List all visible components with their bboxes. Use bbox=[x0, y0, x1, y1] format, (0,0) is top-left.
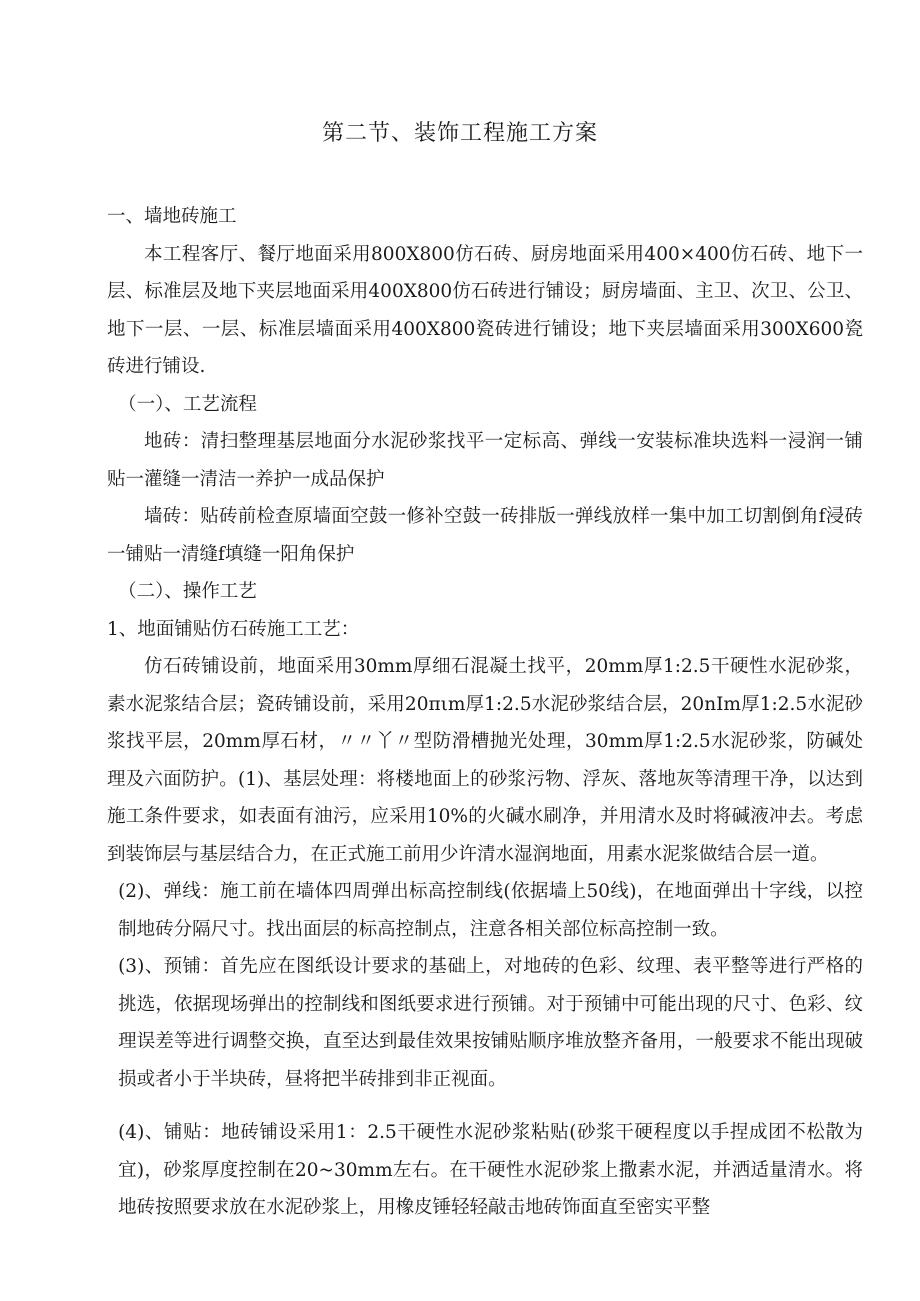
document-body bbox=[107, 198, 863, 1227]
body-paragraph: (2)、弹线：施工前在墙体四周弹出标高控制线(依据墙上50线)，在地面弹出十字线，以控制地砖分隔尺寸。找出面层的标高控制点，注意各相关部位标高控制一致。 bbox=[118, 881, 863, 940]
page-title: 第二节、装饰工程施工方案 bbox=[321, 121, 598, 146]
body-paragraph: (3)、预铺：首先应在图纸设计要求的基础上，对地砖的色彩、纹理、表平整等进行严格的挑选，依据现场弹出的控制线和图纸要求进行预铺。对于预铺中可能出现的尺寸、色彩、纹理误差等进行调整交换，直至达到最佳效果按铺贴顺序堆放整齐备用，一般要求不能出现破损或者小于半块砖，昼将把半砖排到非正视面。 bbox=[118, 956, 863, 1090]
subsection-heading: （二）、操作工艺 bbox=[118, 581, 257, 602]
item-heading: 1、地面铺贴仿石砖施工工艺： bbox=[107, 618, 360, 640]
body-paragraph: 墙砖：贴砖前检查原墙面空鼓一修补空鼓一砖排版一弹线放样一集中加工切割倒角f浸砖一铺贴一清缝f填缝一阳角保护 bbox=[107, 506, 863, 565]
body-paragraph: (4)、铺贴：地砖铺设采用1：2.5干硬性水泥砂浆粘贴(砂浆干硬程度以手捏成团不松散为宜)，砂浆厚度控制在20~30mm左右。在干硬性水泥砂浆上撒素水泥，并洒适量清水。将地砖按照要求放在水泥砂浆上，用橡皮锤轻轻敲击地砖饰面直至密实平整 bbox=[118, 1122, 863, 1218]
section-heading: 一、墙地砖施工 bbox=[107, 206, 237, 227]
body-paragraph: 仿石砖铺设前，地面采用30mm厚细石混凝土找平，20mm厚1:2.5干硬性水泥砂浆，素水泥浆结合层；瓷砖铺设前，采用20πιm厚1:2.5水泥砂浆结合层，20nIm厚1:2.5水泥砂浆找平层，20mm厚石材，〃〃丫〃型防滑槽抛光处理，30mm厚1:2.5水泥砂浆，防碱处理及六面防护。(1)、基层处理：将楼地面上的砂浆污物、浮灰、落地灰等清理干净，以达到施工条件要求，如表面有油污，应采用10%的火碱水刷净，并用清水及时将碱液冲去。考虑到装饰层与基层结合力，在正式施工前用少许清水湿润地面，用素水泥浆做结合层一道。 bbox=[107, 656, 863, 865]
body-paragraph: 本工程客厅、餐厅地面采用800X800仿石砖、厨房地面采用400×400仿石砖、地下一层、标准层及地下夹层地面采用400X800仿石砖进行铺设；厨房墙面、主卫、次卫、公卫、地下一层、一层、标准层墙面采用400X800瓷砖进行铺设；地下夹层墙面采用300X600瓷砖进行铺设. bbox=[107, 243, 863, 377]
subsection-heading: （一）、工艺流程 bbox=[118, 393, 257, 415]
body-paragraph: 地砖：清扫整理基层地面分水泥砂浆找平一定标高、弹线一安装标准块选料一浸润一铺贴一灌缝一清洁一养护一成品保护 bbox=[107, 431, 863, 490]
